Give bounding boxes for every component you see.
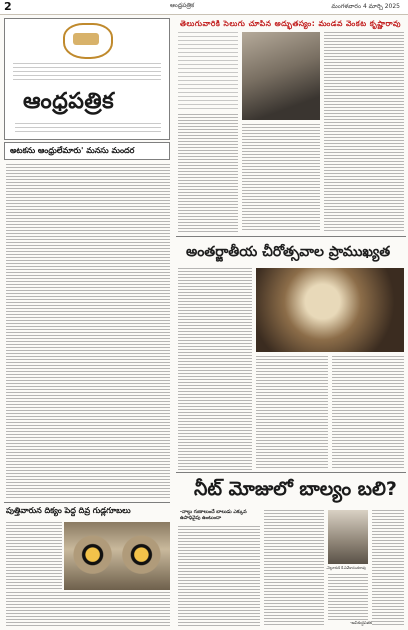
editorial-heading: అటకను ఆంధ్రులేమారు' మనసు మందర <box>10 146 135 155</box>
story-top-heading: తెలుగువారికి సెలుగు చూపిన అద్భుతస్యం: మండవ వెంకట కృష్ణారావు <box>180 19 401 28</box>
neet-story-divider <box>176 472 406 473</box>
neet-story-byline: -అవిశుద్ధపతక <box>350 620 372 625</box>
neet-story-callout: -నాల్గు గుణాలుందే బాలుడు ఎక్కువ ఉపాధివైపు ఉంటుందా <box>180 510 247 521</box>
middle-story-col-1 <box>178 268 252 470</box>
story-top-intro <box>178 32 238 110</box>
middle-story-col-3 <box>332 356 404 470</box>
neet-story-photo-caption: -నెల్లూరుకి కే.వివేకానందరావు <box>326 566 367 570</box>
editorial-body <box>6 164 170 500</box>
masthead-box <box>4 18 170 140</box>
story-top-col-2 <box>242 124 320 232</box>
owl-story-body-left <box>6 522 62 590</box>
owl-story-divider <box>4 502 170 503</box>
header-paper-name: ఆంధ్రపత్రిక <box>170 2 195 9</box>
neet-story-col-3 <box>372 510 404 626</box>
header-date: మంగళవారం 4 మార్చి 2025 <box>331 3 400 10</box>
middle-story-divider <box>176 236 406 237</box>
masthead-emblem-motto <box>73 33 99 45</box>
owl-story-heading: పుత్తివారున దిక్యం పెద్ద దివ్ర గుడ్లగూబలు <box>6 506 131 515</box>
story-top-photo <box>242 32 320 120</box>
neet-story-author-photo <box>328 510 368 564</box>
neet-story-col-1 <box>178 526 260 626</box>
owl-story-body-bottom <box>6 592 170 626</box>
owl-photo <box>64 522 170 590</box>
neet-story-col-2 <box>264 510 324 626</box>
neet-story-col-2b <box>328 574 368 620</box>
middle-story-heading: అంతర్జాతీయ చీరోత్సవాల ప్రాముఖ్యత <box>186 244 391 260</box>
masthead-tagline-lines <box>13 63 161 83</box>
page-number: 2 <box>4 0 12 13</box>
story-top-col-3 <box>324 32 404 232</box>
middle-story-photo <box>256 268 404 352</box>
middle-story-col-2 <box>256 356 328 470</box>
neet-story-heading: నీట్ మోజులో బాల్యం బలి? <box>194 478 397 500</box>
masthead-title: ఆంధ్రపత్రిక <box>23 89 115 114</box>
masthead-subline <box>15 123 161 133</box>
story-top-col-1 <box>178 114 238 232</box>
